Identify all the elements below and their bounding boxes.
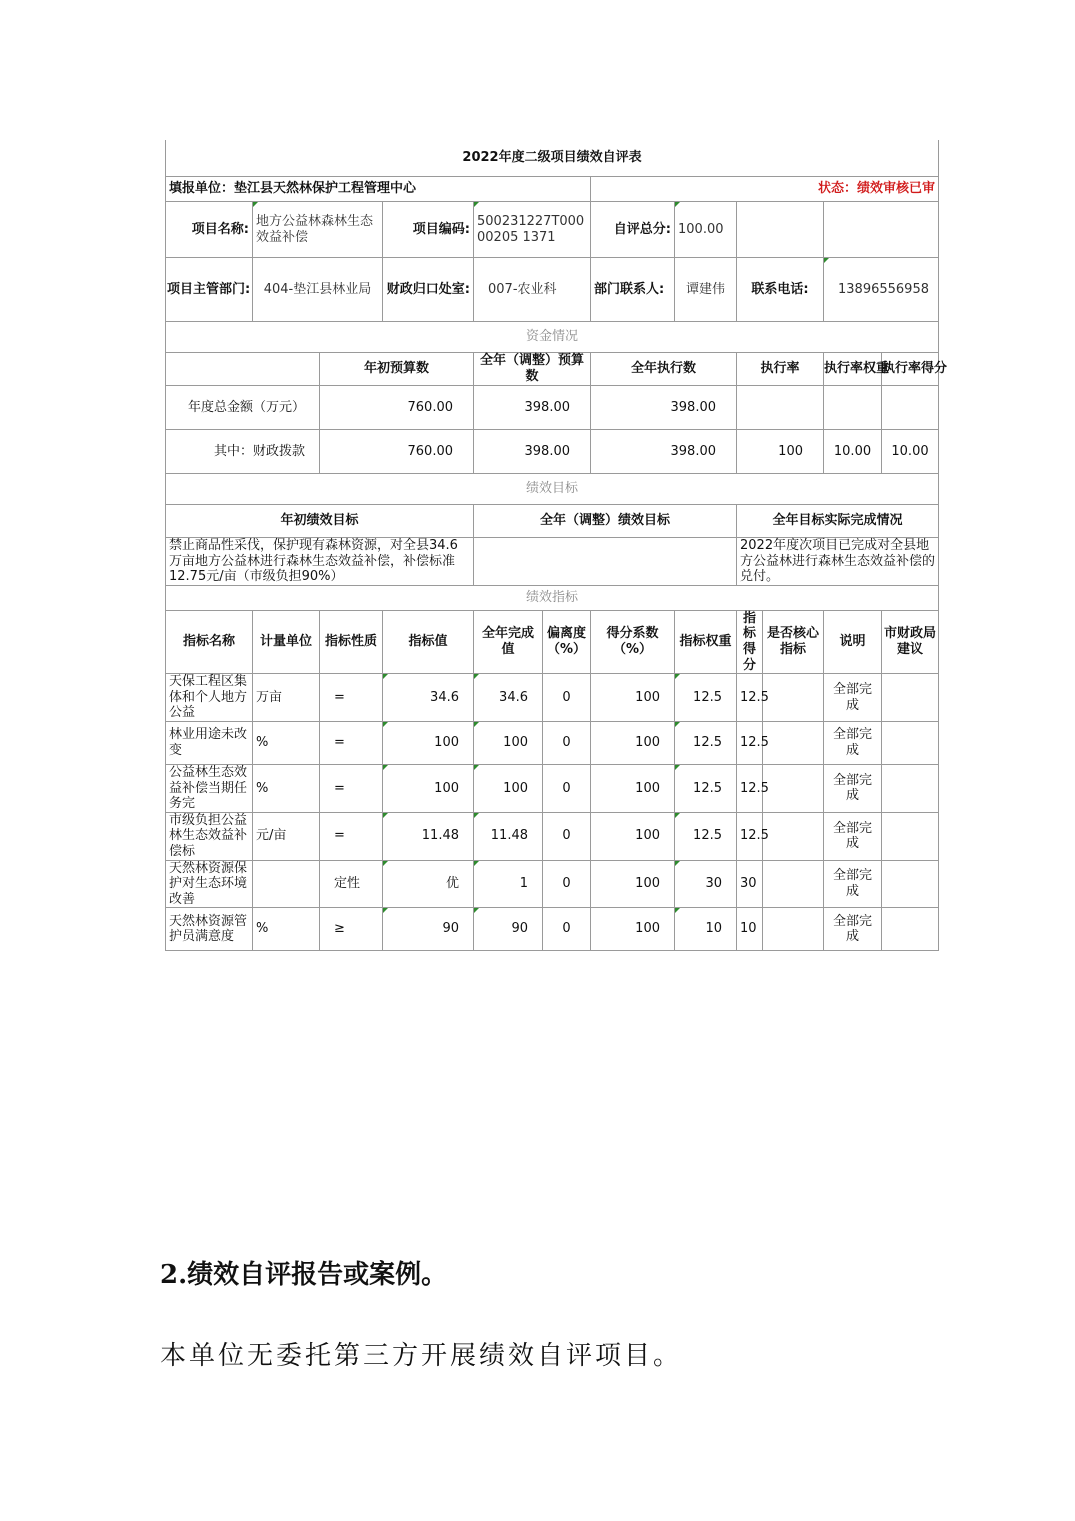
score-value: 100.00 bbox=[675, 202, 737, 258]
ind-nature: 定性 bbox=[320, 860, 383, 908]
phone-label: 联系电话: bbox=[737, 258, 824, 322]
funds-score bbox=[882, 386, 939, 430]
ind-header-score: 指标得分 bbox=[737, 610, 763, 673]
goals-section-title: 绩效目标 bbox=[166, 474, 939, 505]
status-badge: 状态：绩效审核已审 bbox=[591, 177, 939, 202]
funds-adjusted: 398.00 bbox=[474, 430, 591, 474]
ind-unit bbox=[253, 860, 320, 908]
ind-advice bbox=[882, 764, 939, 812]
funds-adjusted: 398.00 bbox=[474, 386, 591, 430]
ind-coef: 100 bbox=[591, 721, 675, 764]
ind-header-nature: 指标性质 bbox=[320, 610, 383, 673]
ind-name: 公益林生态效益补偿当期任务完 bbox=[166, 764, 253, 812]
ind-target: 100 bbox=[383, 764, 474, 812]
ind-core bbox=[763, 860, 824, 908]
funds-header-initial: 年初预算数 bbox=[320, 353, 474, 386]
ind-weight: 30 bbox=[675, 860, 737, 908]
report-heading: 2.绩效自评报告或案例。 bbox=[160, 1260, 448, 1290]
ind-header-target: 指标值 bbox=[383, 610, 474, 673]
indicator-rows bbox=[166, 674, 939, 951]
ind-score: 10 bbox=[737, 908, 763, 951]
ind-advice bbox=[882, 860, 939, 908]
ind-score: 12.5 bbox=[737, 721, 763, 764]
ind-unit: 万亩 bbox=[253, 674, 320, 722]
ind-header-actual: 全年完成值 bbox=[474, 610, 543, 673]
ind-score: 30 bbox=[737, 860, 763, 908]
ind-actual: 100 bbox=[474, 721, 543, 764]
ind-deviation: 0 bbox=[543, 764, 591, 812]
goals-header-initial: 年初绩效目标 bbox=[166, 505, 474, 538]
ind-nature: ≥ bbox=[320, 908, 383, 951]
fill-unit: 填报单位：垫江县天然林保护工程管理中心 bbox=[166, 177, 591, 202]
ind-target: 11.48 bbox=[383, 812, 474, 860]
funds-initial: 760.00 bbox=[320, 386, 474, 430]
score-label: 自评总分: bbox=[591, 202, 675, 258]
funds-header-rate: 执行率 bbox=[737, 353, 824, 386]
funds-initial: 760.00 bbox=[320, 430, 474, 474]
performance-self-evaluation-sheet bbox=[165, 140, 948, 951]
ind-note: 全部完成 bbox=[824, 721, 882, 764]
ind-actual: 90 bbox=[474, 908, 543, 951]
ind-advice bbox=[882, 908, 939, 951]
ind-core bbox=[763, 908, 824, 951]
project-name-label: 项目名称: bbox=[166, 202, 253, 258]
ind-deviation: 0 bbox=[543, 674, 591, 722]
goals-header-adjusted: 全年（调整）绩效目标 bbox=[474, 505, 737, 538]
ind-deviation: 0 bbox=[543, 908, 591, 951]
ind-weight: 12.5 bbox=[675, 674, 737, 722]
dept-label: 项目主管部门: bbox=[166, 258, 253, 322]
funds-rate bbox=[737, 386, 824, 430]
contact-value: 谭建伟 bbox=[675, 258, 737, 322]
ind-deviation: 0 bbox=[543, 812, 591, 860]
funds-header-weight: 执行率权重 bbox=[824, 353, 882, 386]
ind-name: 天然林资源保护对生态环境改善 bbox=[166, 860, 253, 908]
ind-deviation: 0 bbox=[543, 721, 591, 764]
funds-weight bbox=[824, 386, 882, 430]
goals-initial-text: 禁止商品性采伐，保护现有森林资源，对全县34.6万亩地方公益林进行森林生态效益补偿，补偿标准12.75元/亩（市级负担90%） bbox=[166, 538, 474, 586]
ind-note: 全部完成 bbox=[824, 764, 882, 812]
ind-target: 90 bbox=[383, 908, 474, 951]
ind-weight: 12.5 bbox=[675, 721, 737, 764]
ind-header-deviation: 偏离度（%） bbox=[543, 610, 591, 673]
ind-header-unit: 计量单位 bbox=[253, 610, 320, 673]
ind-unit: % bbox=[253, 721, 320, 764]
ind-coef: 100 bbox=[591, 908, 675, 951]
table-title: 2022年度二级项目绩效自评表 bbox=[166, 140, 939, 177]
project-name-value: 地方公益林森林生态效益补偿 bbox=[253, 202, 383, 258]
ind-core bbox=[763, 674, 824, 722]
goals-header-actual: 全年目标实际完成情况 bbox=[737, 505, 939, 538]
ind-target: 优 bbox=[383, 860, 474, 908]
table-row bbox=[166, 908, 939, 951]
funds-row-label: 年度总金额（万元） bbox=[166, 386, 320, 430]
ind-weight: 12.5 bbox=[675, 812, 737, 860]
ind-score: 12.5 bbox=[737, 674, 763, 722]
table-row bbox=[166, 812, 939, 860]
dept-value: 404-垫江县林业局 bbox=[253, 258, 383, 322]
ind-coef: 100 bbox=[591, 674, 675, 722]
table-row bbox=[166, 674, 939, 722]
blank-cell bbox=[737, 202, 824, 258]
ind-unit: % bbox=[253, 764, 320, 812]
funds-header-blank bbox=[166, 353, 320, 386]
ind-name: 天保工程区集体和个人地方公益 bbox=[166, 674, 253, 722]
ind-header-coef: 得分系数（%） bbox=[591, 610, 675, 673]
funds-header-adjusted: 全年（调整）预算数 bbox=[474, 353, 591, 386]
funds-header-executed: 全年执行数 bbox=[591, 353, 737, 386]
ind-core bbox=[763, 812, 824, 860]
ind-coef: 100 bbox=[591, 860, 675, 908]
ind-name: 市级负担公益林生态效益补偿标 bbox=[166, 812, 253, 860]
table-row bbox=[166, 721, 939, 764]
ind-advice bbox=[882, 721, 939, 764]
goals-actual-text: 2022年度次项目已完成对全县地方公益林进行森林生态效益补偿的兑付。 bbox=[737, 538, 939, 586]
ind-unit: % bbox=[253, 908, 320, 951]
ind-header-advice: 市财政局建议 bbox=[882, 610, 939, 673]
ind-actual: 11.48 bbox=[474, 812, 543, 860]
ind-advice bbox=[882, 674, 939, 722]
contact-label: 部门联系人: bbox=[591, 258, 675, 322]
ind-target: 34.6 bbox=[383, 674, 474, 722]
project-code-label: 项目编码: bbox=[383, 202, 474, 258]
ind-nature: = bbox=[320, 721, 383, 764]
ind-target: 100 bbox=[383, 721, 474, 764]
ind-note: 全部完成 bbox=[824, 674, 882, 722]
funds-weight: 10.00 bbox=[824, 430, 882, 474]
ind-nature: = bbox=[320, 674, 383, 722]
ind-unit: 元/亩 bbox=[253, 812, 320, 860]
funds-header-score: 执行率得分 bbox=[882, 353, 939, 386]
blank-cell bbox=[824, 202, 939, 258]
ind-nature: = bbox=[320, 812, 383, 860]
ind-header-name: 指标名称 bbox=[166, 610, 253, 673]
ind-note: 全部完成 bbox=[824, 860, 882, 908]
ind-nature: = bbox=[320, 764, 383, 812]
funds-executed: 398.00 bbox=[591, 386, 737, 430]
ind-coef: 100 bbox=[591, 764, 675, 812]
goals-adjusted-text bbox=[474, 538, 737, 586]
finance-value: 007-农业科 bbox=[474, 258, 591, 322]
funds-section-title: 资金情况 bbox=[166, 322, 939, 353]
report-body: 本单位无委托第三方开展绩效自评项目。 bbox=[160, 1341, 683, 1371]
ind-actual: 34.6 bbox=[474, 674, 543, 722]
ind-note: 全部完成 bbox=[824, 908, 882, 951]
ind-name: 林业用途未改变 bbox=[166, 721, 253, 764]
ind-header-note: 说明 bbox=[824, 610, 882, 673]
funds-row-label: 其中：财政拨款 bbox=[166, 430, 320, 474]
ind-header-weight: 指标权重 bbox=[675, 610, 737, 673]
table-row bbox=[166, 764, 939, 812]
ind-score: 12.5 bbox=[737, 812, 763, 860]
indicators-section-title: 绩效指标 bbox=[166, 585, 939, 610]
table-row bbox=[166, 860, 939, 908]
phone-value: 13896556958 bbox=[824, 258, 939, 322]
ind-actual: 1 bbox=[474, 860, 543, 908]
project-code-value: 500231227T00000205 1371 bbox=[474, 202, 591, 258]
ind-actual: 100 bbox=[474, 764, 543, 812]
funds-executed: 398.00 bbox=[591, 430, 737, 474]
ind-note: 全部完成 bbox=[824, 812, 882, 860]
ind-name: 天然林资源管护员满意度 bbox=[166, 908, 253, 951]
ind-core bbox=[763, 721, 824, 764]
ind-coef: 100 bbox=[591, 812, 675, 860]
ind-weight: 12.5 bbox=[675, 764, 737, 812]
ind-score: 12.5 bbox=[737, 764, 763, 812]
funds-rate: 100 bbox=[737, 430, 824, 474]
ind-advice bbox=[882, 812, 939, 860]
ind-deviation: 0 bbox=[543, 860, 591, 908]
funds-score: 10.00 bbox=[882, 430, 939, 474]
finance-label: 财政归口处室: bbox=[383, 258, 474, 322]
evaluation-table bbox=[165, 140, 948, 951]
ind-core bbox=[763, 764, 824, 812]
ind-header-core: 是否核心指标 bbox=[763, 610, 824, 673]
ind-weight: 10 bbox=[675, 908, 737, 951]
